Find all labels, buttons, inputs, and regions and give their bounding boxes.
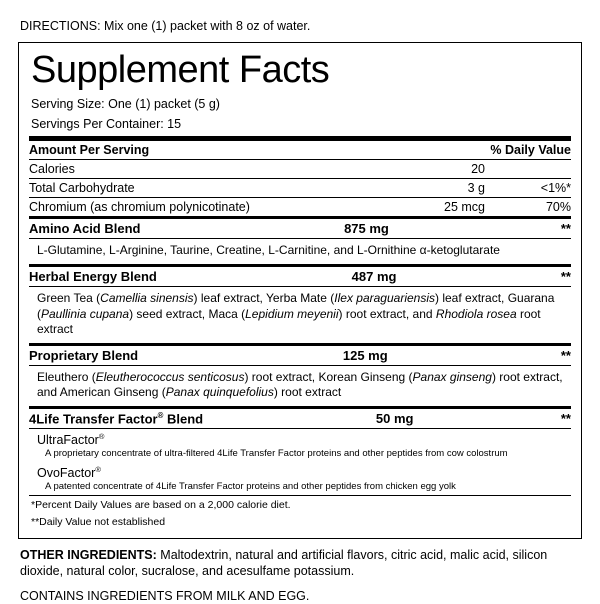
blend-ingredients: L-Glutamine, L-Arginine, Taurine, Creatine, L-Carnitine, and L-Ornithine α-ketoglutarate xyxy=(37,243,500,258)
facts-table-header xyxy=(29,141,571,160)
blend-amount: 50 mg xyxy=(375,411,414,427)
blend-dv: ** xyxy=(560,268,571,284)
herbal-energy-blend-table xyxy=(29,267,571,286)
table-row xyxy=(29,179,571,198)
blend-name: Herbal Energy Blend xyxy=(29,268,157,284)
daily-value-label: % Daily Value xyxy=(485,141,571,160)
sub-ingredient-name: OvoFactor® xyxy=(37,465,101,481)
facts-table xyxy=(29,141,571,216)
nutrient-name: Calories xyxy=(29,160,414,179)
allergen-statement: CONTAINS INGREDIENTS FROM MILK AND EGG. xyxy=(20,589,310,604)
blend-dv: ** xyxy=(560,221,571,237)
ultrafactor-block xyxy=(29,429,571,462)
proprietary-blend-table xyxy=(29,346,571,365)
blend-name: 4Life Transfer Factor® Blend xyxy=(29,410,204,427)
blend-name: Amino Acid Blend xyxy=(29,221,141,237)
nutrient-name: Total Carbohydrate xyxy=(29,179,414,198)
directions-text: DIRECTIONS: Mix one (1) packet with 8 oz of water. xyxy=(20,19,311,33)
other-ingredients-label: OTHER INGREDIENTS: xyxy=(20,547,157,562)
table-row xyxy=(29,198,571,217)
nutrient-dv: 70% xyxy=(545,200,571,215)
serving-size: Serving Size: One (1) packet (5 g) xyxy=(31,97,220,112)
nutrient-amount: 25 mcg xyxy=(444,200,485,215)
sub-ingredient-desc: A proprietary concentrate of ultra-filtered 4Life Transfer Factor proteins and other peptides from cow colostrum xyxy=(45,448,508,460)
table-row xyxy=(29,160,571,179)
page-title: Supplement Facts xyxy=(31,49,330,92)
amino-acid-blend-table xyxy=(29,219,571,238)
table-row xyxy=(29,267,571,286)
amount-per-serving-label: Amount Per Serving xyxy=(29,141,485,160)
nutrient-amount: 20 xyxy=(414,160,485,179)
servings-per-container: Servings Per Container: 15 xyxy=(31,116,182,131)
transfer-factor-blend-table xyxy=(29,409,571,428)
blend-dv: ** xyxy=(560,347,571,363)
blend-amount: 487 mg xyxy=(351,268,397,284)
sub-ingredient-name: UltraFactor® xyxy=(37,432,105,448)
blend-amount: 875 mg xyxy=(344,221,389,237)
table-row xyxy=(29,219,571,238)
other-ingredients-text: Maltodextrin, natural and artificial flavors, citric acid, malic acid, silicon dioxide, natural color, sucralose, and acesulfame potassium. xyxy=(20,547,548,578)
ovofactor-block xyxy=(29,462,571,495)
nutrient-amount: 3 g xyxy=(414,179,485,198)
blend-dv: ** xyxy=(560,411,571,427)
nutrient-name: Chromium (as chromium polynicotinate) xyxy=(29,200,250,215)
blend-amount: 125 mg xyxy=(342,347,388,363)
nutrient-dv: <1%* xyxy=(485,179,571,198)
sub-ingredient-desc: A patented concentrate of 4Life Transfer Factor proteins and other peptides from chicken egg yolk xyxy=(45,481,456,493)
table-row xyxy=(29,346,571,365)
footnote-dv-not-established: **Daily Value not established xyxy=(31,515,166,528)
blend-ingredients: Eleuthero (Eleutherococcus senticosus) root extract, Korean Ginseng (Panax ginseng) root extract, and American Ginseng (Panax quinquefolius) root extract xyxy=(37,369,563,400)
blend-ingredients: Green Tea (Camellia sinensis) leaf extract, Yerba Mate (Ilex paraguariensis) leaf extract, Guarana (Paullinia cupana) seed extract, Maca (Lepidium meyenii) root extract, and Rhodiola rosea root extract xyxy=(37,290,555,337)
supplement-facts-panel xyxy=(18,42,582,538)
footnote-percent-dv: *Percent Daily Values are based on a 2,000 calorie diet. xyxy=(31,499,291,512)
nutrient-dv xyxy=(485,160,571,179)
table-row xyxy=(29,409,571,428)
blend-name: Proprietary Blend xyxy=(29,347,139,363)
other-ingredients xyxy=(20,547,582,580)
